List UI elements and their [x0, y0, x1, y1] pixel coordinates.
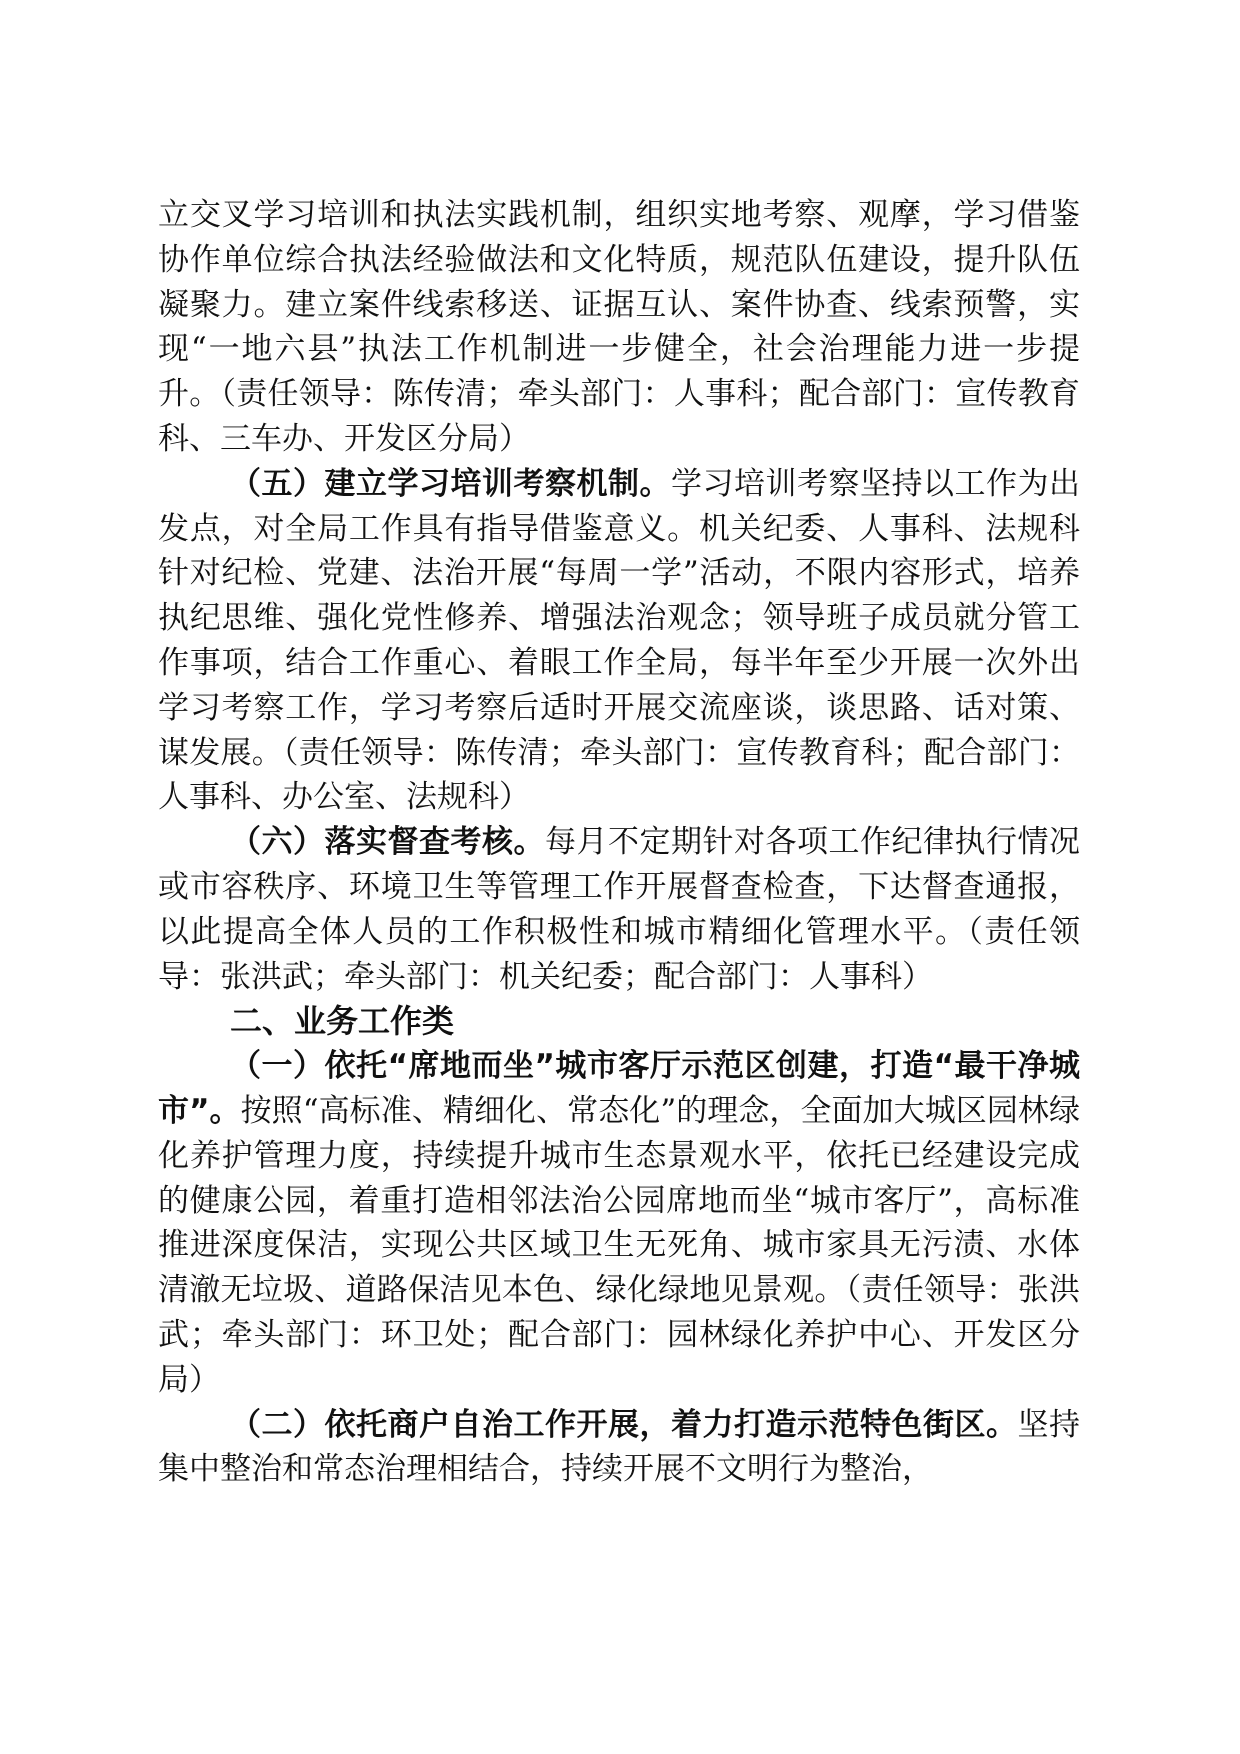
paragraph-city-living-room: [158, 1044, 1080, 1402]
section-title: 二、业务工作类: [230, 1002, 455, 1041]
paragraph-body: 按照“高标准、精细化、常态化”的理念，全面加大城区园林绿化养护管理力度，持续提升城市生态景观水平，依托已经建设完成的健康公园，着重打造相邻法治公园席地而坐“城市客厅”，高标准推进深度保洁，实现公共区域卫生无死角、城市家具无污渍、水体清澈无垃圾、道路保洁见本色、绿化绿地见景观。（责任领导：张洪武；牵头部门：环卫处；配合部门：园林绿化养护中心、开发区分局）: [158, 1092, 1081, 1398]
paragraph-body: 立交叉学习培训和执法实践机制，组织实地考察、观摩，学习借鉴协作单位综合执法经验做法和文化特质，规范队伍建设，提升队伍凝聚力。建立案件线索移送、证据互认、案件协查、线索预警，实现“一地六县”执法工作机制进一步健全，社会治理能力进一步提升。（责任领导：陈传清；牵头部门：人事科；配合部门：宣传教育科、三车办、开发区分局）: [158, 197, 1080, 457]
paragraph-heading: （二）依托商户自治工作开展，着力打造示范特色街区。: [230, 1406, 1018, 1443]
document-page: [158, 193, 1080, 1492]
paragraph-heading: （六）落实督查考核。: [230, 824, 545, 861]
paragraph-study-mechanism: [158, 462, 1080, 820]
paragraph-supervision: [158, 820, 1080, 999]
paragraph-heading: （一）依托“席地而坐”城市客厅示范区创建，打造“最干净城市”。: [158, 1048, 1080, 1129]
paragraph-body: 坚持集中整治和常态治理相结合，持续开展不文明行为整治，: [158, 1406, 1080, 1488]
paragraph-heading: （五）建立学习培训考察机制。: [230, 465, 671, 502]
paragraph-body: 学习培训考察坚持以工作为出发点，对全局工作具有指导借鉴意义。机关纪委、人事科、法规科针对纪检、党建、法治开展“每周一学”活动，不限内容形式，培养执纪思维、强化党性修养、增强法治观念；领导班子成员就分管工作事项，结合工作重心、着眼工作全局，每半年至少开展一次外出学习考察工作，学习考察后适时开展交流座谈，谈思路、话对策、谋发展。（责任领导：陈传清；牵头部门：宣传教育科；配合部门：人事科、办公室、法规科）: [158, 465, 1080, 816]
paragraph-continuation: [158, 193, 1080, 462]
paragraph-body: 每月不定期针对各项工作纪律执行情况或市容秩序、环境卫生等管理工作开展督查检查，下达督查通报，以此提高全体人员的工作积极性和城市精细化管理水平。（责任领导：张洪武；牵头部门：机关纪委；配合部门：人事科）: [158, 824, 1080, 995]
paragraph-merchant-autonomy: [158, 1403, 1080, 1493]
